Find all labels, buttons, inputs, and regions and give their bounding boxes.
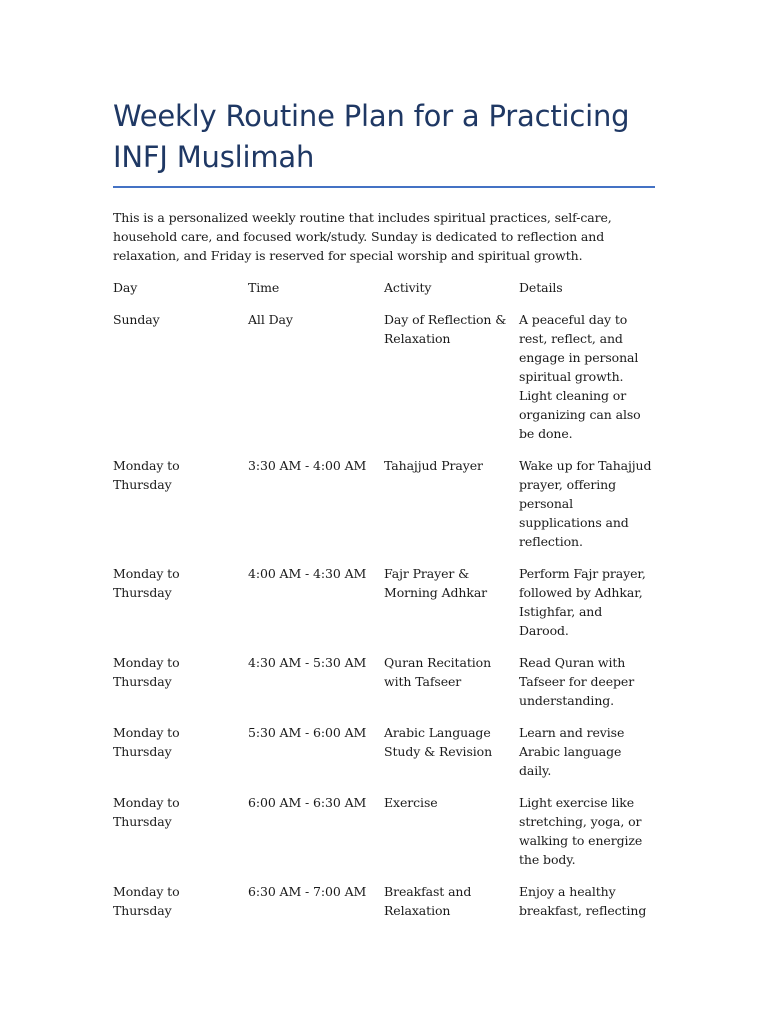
table-row <box>113 882 655 933</box>
table-row <box>113 456 655 564</box>
table-row <box>113 793 655 882</box>
cell-activity: Fajr Prayer & Morning Adhkar <box>384 566 488 600</box>
cell-time: 6:30 AM - 7:00 AM <box>248 884 367 899</box>
cell-details: Wake up for Tahajjud prayer, offering personal supplications and reflection. <box>519 458 652 549</box>
cell-activity: Tahajjud Prayer <box>384 458 483 473</box>
cell-time: 6:00 AM - 6:30 AM <box>248 795 367 810</box>
document-title: Weekly Routine Plan for a Practicing INFJ Muslimah <box>113 99 630 174</box>
cell-activity: Day of Reflection & Relaxation <box>384 312 507 346</box>
cell-time: 4:30 AM - 5:30 AM <box>248 655 367 670</box>
cell-day: Monday to Thursday <box>113 795 180 829</box>
table-row <box>113 723 655 793</box>
table-row <box>113 564 655 653</box>
header-time: Time <box>248 280 280 295</box>
cell-day: Sunday <box>113 312 160 327</box>
cell-time: 5:30 AM - 6:00 AM <box>248 725 367 740</box>
cell-time: 3:30 AM - 4:00 AM <box>248 458 367 473</box>
cell-details: Learn and revise Arabic language daily. <box>519 725 625 778</box>
header-details: Details <box>519 280 563 295</box>
cell-activity: Quran Recitation with Tafseer <box>384 655 492 689</box>
cell-day: Monday to Thursday <box>113 458 180 492</box>
cell-activity: Exercise <box>384 795 438 810</box>
cell-activity: Breakfast and Relaxation <box>384 884 472 918</box>
cell-day: Monday to Thursday <box>113 884 180 918</box>
cell-details: Light exercise like stretching, yoga, or walking to energize the body. <box>519 795 643 867</box>
routine-table <box>113 278 655 933</box>
cell-details: Enjoy a healthy breakfast, reflecting <box>519 884 647 918</box>
table-row <box>113 653 655 723</box>
header-day: Day <box>113 280 138 295</box>
cell-details: Perform Fajr prayer, followed by Adhkar, Istighfar, and Darood. <box>519 566 646 638</box>
cell-day: Monday to Thursday <box>113 566 180 600</box>
cell-time: All Day <box>248 312 293 327</box>
cell-day: Monday to Thursday <box>113 725 180 759</box>
table-row <box>113 310 655 456</box>
cell-details: A peaceful day to rest, reflect, and engage in personal spiritual growth. Light cleaning or organizing can also be done. <box>519 312 641 441</box>
intro-paragraph: This is a personalized weekly routine that includes spiritual practices, self-care, household care, and focused work/study. Sunday is dedicated to reflection and relaxation, and Friday is reserved for special worship and spiritual growth. <box>113 210 612 263</box>
title-divider <box>113 186 655 188</box>
cell-activity: Arabic Language Study & Revision <box>384 725 493 759</box>
cell-details: Read Quran with Tafseer for deeper understanding. <box>519 655 635 708</box>
cell-time: 4:00 AM - 4:30 AM <box>248 566 367 581</box>
header-activity: Activity <box>384 280 432 295</box>
table-header-row <box>113 278 655 310</box>
cell-day: Monday to Thursday <box>113 655 180 689</box>
document-page <box>113 96 655 933</box>
